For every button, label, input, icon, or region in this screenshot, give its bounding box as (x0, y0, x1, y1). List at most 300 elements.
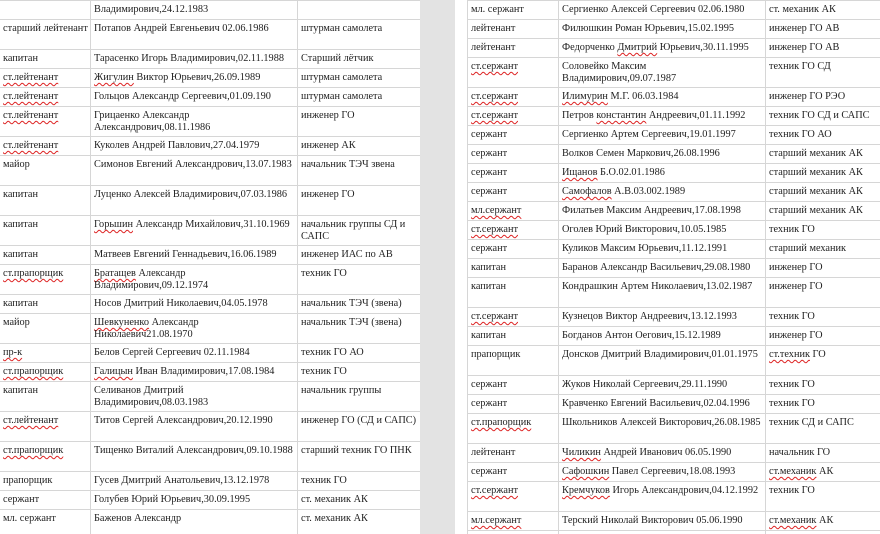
position-cell[interactable] (766, 482, 880, 512)
misspelled-word: ст.прапорщик (3, 366, 64, 377)
misspelled-word: ст.сержант (471, 61, 518, 72)
misspelled-word: ст.лейтенант (3, 110, 59, 121)
cell-text: майор (3, 159, 30, 170)
cell-text: инженер ГО (769, 281, 823, 292)
cell-text: инженер ГО (СД и САПС) (301, 415, 417, 426)
name-cell[interactable] (91, 216, 298, 246)
rank-cell[interactable] (468, 20, 559, 39)
rank-cell[interactable] (468, 259, 559, 278)
cell-text: Белов Сергей Сергеевич 02.11.1984 (94, 347, 250, 358)
cell-text: техник ГО АО (301, 347, 364, 358)
cell-text: инженер ГО (301, 189, 355, 200)
cell-text: старший механик АК (769, 205, 863, 216)
cell-text: Сергиенко Артем Сергеевич,19.01.1997 (562, 129, 736, 140)
rank-cell[interactable] (0, 412, 91, 442)
cell-text: сержант (471, 167, 508, 178)
table-row (468, 308, 880, 327)
name-cell[interactable] (91, 472, 298, 491)
name-cell[interactable] (559, 278, 766, 308)
table-row (0, 69, 420, 88)
position-cell[interactable] (298, 412, 421, 442)
misspelled-word: мл.сержант (471, 205, 522, 216)
name-cell[interactable] (559, 164, 766, 183)
rank-cell[interactable] (0, 295, 91, 314)
cell-text: штурман самолета (301, 23, 383, 34)
name-cell[interactable] (559, 240, 766, 259)
name-cell[interactable] (559, 376, 766, 395)
name-cell[interactable] (559, 145, 766, 164)
rank-cell[interactable] (0, 344, 91, 363)
cell-text: Жуков Николай Сергеевич,29.11.1990 (562, 379, 728, 390)
position-cell[interactable] (766, 278, 880, 308)
position-cell[interactable] (766, 183, 880, 202)
position-cell[interactable] (298, 50, 421, 69)
cell-text: инженер ГО АВ (769, 42, 840, 53)
table-row (0, 442, 420, 472)
rank-cell[interactable] (0, 314, 91, 344)
cell-text: капитан (3, 53, 39, 64)
cell-text: Голубев Юрий Юрьевич,30.09.1995 (94, 494, 251, 505)
name-cell[interactable] (91, 20, 298, 50)
name-cell[interactable] (559, 346, 766, 376)
rank-cell[interactable] (468, 1, 559, 20)
table-row (0, 246, 420, 265)
cell-text: Тарасенко Игорь Владимирович,02.11.1988 (94, 53, 284, 64)
name-cell[interactable] (91, 382, 298, 412)
misspelled-word: ст.лейтенант (3, 72, 59, 83)
position-cell[interactable] (766, 145, 880, 164)
position-cell[interactable] (298, 88, 421, 107)
rank-cell[interactable] (0, 265, 91, 295)
cell-text: сержант (471, 148, 508, 159)
cell-text: капитан (471, 281, 507, 292)
position-cell[interactable] (298, 216, 421, 246)
name-cell[interactable] (559, 308, 766, 327)
table-row (468, 183, 880, 202)
rank-cell[interactable] (468, 107, 559, 126)
cell-text: старший лейтенант (3, 23, 88, 34)
rank-cell[interactable] (0, 137, 91, 156)
position-cell[interactable] (766, 107, 880, 126)
name-cell[interactable] (91, 88, 298, 107)
cell-text: начальник ТЭЧ (звена) (301, 317, 402, 328)
position-cell[interactable] (766, 202, 880, 221)
cell-text: начальник ГО (769, 447, 831, 458)
position-cell[interactable] (766, 39, 880, 58)
cell-text: техник ГО (769, 485, 815, 496)
cell-text: Терский Николай Викторович 05.06.1990 (562, 515, 743, 526)
misspelled-word: Горьшин (94, 219, 133, 230)
misspelled-word: ст.прапорщик (3, 268, 64, 279)
rank-cell[interactable] (468, 444, 559, 463)
cell-text: Старший лётчик (301, 53, 374, 64)
name-cell[interactable] (559, 58, 766, 88)
table-row (468, 145, 880, 164)
cell-text: капитан (471, 330, 507, 341)
position-cell[interactable] (298, 382, 421, 412)
rank-cell[interactable] (0, 510, 91, 534)
cell-text: ГО (809, 349, 826, 360)
rank-cell[interactable] (0, 442, 91, 472)
table-row (468, 221, 880, 240)
table-row (468, 259, 880, 278)
cell-text: Александр Николаевич21.08.1970 (94, 317, 199, 340)
position-cell[interactable] (298, 344, 421, 363)
rank-cell[interactable] (468, 145, 559, 164)
cell-text: Виктор Юрьевич,26.09.1989 (133, 72, 261, 83)
misspelled-word: Самофалов (562, 186, 612, 197)
rank-cell[interactable] (0, 156, 91, 186)
table-row (0, 50, 420, 69)
cell-text: сержант (471, 186, 508, 197)
position-cell[interactable] (766, 531, 880, 534)
cell-text: Куколев Андрей Павлович,27.04.1979 (94, 140, 260, 151)
misspelled-word: Шевкуненко (94, 317, 150, 328)
misspelled-word: Сафошкин (562, 466, 610, 477)
position-cell[interactable] (298, 1, 421, 20)
table-row (0, 412, 420, 442)
name-cell[interactable] (91, 510, 298, 534)
name-cell[interactable] (559, 20, 766, 39)
cell-text: старший механик АК (769, 186, 863, 197)
misspelled-word: ст.сержант (471, 91, 518, 102)
name-cell[interactable] (559, 512, 766, 531)
cell-text: Матвеев Евгений Геннадьевич,16.06.1989 (94, 249, 277, 260)
cell-text: Филюшкин Роман Юрьевич,15.02.1995 (562, 23, 734, 34)
cell-text: техник СД и САПС (769, 417, 854, 428)
name-cell[interactable] (559, 39, 766, 58)
cell-text: Соловейко Максим Владимирович,09.07.1987 (562, 61, 677, 84)
misspelled-word: ст.прапорщик (471, 417, 532, 428)
cell-text: инженер АК (301, 140, 356, 151)
cell-text: начальник ТЭЧ звена (301, 159, 395, 170)
cell-text: сержант (471, 398, 508, 409)
misspelled-word: ст.лейтенант (3, 91, 59, 102)
rank-cell[interactable] (468, 327, 559, 346)
cell-text: сержант (471, 129, 508, 140)
cell-text: капитан (471, 262, 507, 273)
name-cell[interactable] (559, 259, 766, 278)
cell-text: А.В.03.002.1989 (611, 186, 686, 197)
cell-text: Андрей Иванович 06.05.1990 (600, 447, 732, 458)
cell-text: старший механик АК (769, 167, 863, 178)
cell-text: инженер ГО РЭО (769, 91, 846, 102)
document-page-right (455, 0, 880, 534)
cell-text: Петров (562, 110, 597, 121)
table-row (468, 202, 880, 221)
rank-cell[interactable] (0, 186, 91, 216)
name-cell[interactable] (559, 221, 766, 240)
cell-text: техник ГО АО (769, 129, 832, 140)
table-row (468, 164, 880, 183)
table-row (0, 156, 420, 186)
rank-cell[interactable] (468, 395, 559, 414)
cell-text: Луценко Алексей Владимирович,07.03.1986 (94, 189, 288, 200)
cell-text: Грицаенко Александр Александрович,08.11.1986 (94, 110, 211, 133)
table-row (0, 382, 420, 412)
table-row (0, 510, 420, 534)
table-row (468, 444, 880, 463)
position-cell[interactable] (766, 88, 880, 107)
rank-cell[interactable] (468, 88, 559, 107)
position-cell[interactable] (766, 327, 880, 346)
table-row (468, 107, 880, 126)
position-cell[interactable] (766, 376, 880, 395)
name-cell[interactable] (559, 463, 766, 482)
position-cell[interactable] (766, 463, 880, 482)
position-cell[interactable] (766, 221, 880, 240)
position-cell[interactable] (766, 164, 880, 183)
cell-text: капитан (3, 385, 39, 396)
cell-text: сержант (471, 466, 508, 477)
cell-text: инженер ГО (769, 262, 823, 273)
rank-cell[interactable] (468, 512, 559, 531)
position-cell[interactable] (298, 363, 421, 382)
misspelled-word: ст.техник (769, 349, 810, 360)
rank-cell[interactable] (0, 1, 91, 20)
position-cell[interactable] (298, 295, 421, 314)
name-cell[interactable] (559, 126, 766, 145)
position-cell[interactable] (298, 510, 421, 534)
name-cell[interactable] (559, 1, 766, 20)
cell-text: майор (3, 317, 30, 328)
position-cell[interactable] (766, 126, 880, 145)
rank-cell[interactable] (468, 346, 559, 376)
position-cell[interactable] (298, 107, 421, 137)
misspelled-word: Чиликин (562, 447, 601, 458)
misspelled-word: ст.лейтенант (3, 415, 59, 426)
cell-text: лейтенант (471, 42, 516, 53)
cell-text: Б.О.02.01.1986 (597, 167, 665, 178)
rank-cell[interactable] (468, 164, 559, 183)
position-cell[interactable] (298, 314, 421, 344)
cell-text: Титов Сергей Александрович,20.12.1990 (94, 415, 273, 426)
cell-text: Баранов Александр Васильевич,29.08.1980 (562, 262, 751, 273)
rank-cell[interactable] (468, 221, 559, 240)
rank-cell[interactable] (468, 531, 559, 534)
name-cell[interactable] (91, 442, 298, 472)
cell-text: Владимирович,24.12.1983 (94, 4, 209, 15)
table-row (0, 295, 420, 314)
table-row (468, 240, 880, 259)
name-cell[interactable] (559, 107, 766, 126)
misspelled-word: Кремчуков (562, 485, 610, 496)
rank-cell[interactable] (0, 472, 91, 491)
rank-cell[interactable] (0, 107, 91, 137)
position-cell[interactable] (766, 20, 880, 39)
rank-cell[interactable] (0, 69, 91, 88)
misspelled-word: ст.сержант (471, 311, 518, 322)
position-cell[interactable] (766, 58, 880, 88)
cell-text: Кузнецов Виктор Андреевич,13.12.1993 (562, 311, 737, 322)
name-cell[interactable] (91, 491, 298, 510)
cell-text: Селиванов Дмитрий Владимирович,08.03.1983 (94, 385, 209, 408)
cell-text: техник ГО (301, 268, 347, 279)
table-row (468, 463, 880, 482)
position-cell[interactable] (766, 346, 880, 376)
name-cell[interactable] (91, 107, 298, 137)
position-cell[interactable] (298, 491, 421, 510)
name-cell[interactable] (91, 265, 298, 295)
rank-cell[interactable] (0, 246, 91, 265)
cell-text: Александр Михайлович,31.10.1969 (133, 219, 290, 230)
cell-text: Кондрашкин Артем Николаевич,13.02.1987 (562, 281, 753, 292)
position-cell[interactable] (298, 69, 421, 88)
name-cell[interactable] (91, 186, 298, 216)
name-cell[interactable] (559, 395, 766, 414)
table-row (468, 20, 880, 39)
table-row (468, 278, 880, 308)
table-row (468, 88, 880, 107)
position-cell[interactable] (766, 414, 880, 444)
cell-text: Федорченко (562, 42, 618, 53)
table-row (468, 58, 880, 88)
rank-cell[interactable] (0, 216, 91, 246)
cell-text: Юрьевич,30.11.1995 (657, 42, 749, 53)
table-row (0, 314, 420, 344)
table-row (0, 216, 420, 246)
rank-cell[interactable] (468, 376, 559, 395)
rank-cell[interactable] (468, 183, 559, 202)
name-cell[interactable] (559, 444, 766, 463)
rank-cell[interactable] (468, 202, 559, 221)
cell-text: техник ГО (301, 475, 347, 486)
misspelled-word: ст.сержант (471, 110, 518, 121)
cell-text: Гольцов Александр Сергеевич,01.09.190 (94, 91, 271, 102)
position-cell[interactable] (766, 512, 880, 531)
rank-cell[interactable] (0, 382, 91, 412)
table-row (468, 482, 880, 512)
table-row (468, 126, 880, 145)
cell-text: АК (816, 515, 834, 526)
table-row (468, 395, 880, 414)
rank-cell[interactable] (0, 20, 91, 50)
rank-cell[interactable] (468, 39, 559, 58)
table-row (468, 327, 880, 346)
table-row (0, 344, 420, 363)
rank-cell[interactable] (468, 482, 559, 512)
cell-text: лейтенант (471, 447, 516, 458)
misspelled-word: Галицын (94, 366, 133, 377)
cell-text: Куликов Максим Юрьевич,11.12.1991 (562, 243, 728, 254)
cell-text: Кравченко Евгений Васильевич,02.04.1996 (562, 398, 750, 409)
rank-cell[interactable] (468, 126, 559, 145)
rank-cell[interactable] (0, 491, 91, 510)
position-cell[interactable] (766, 395, 880, 414)
misspelled-word: пр-к (3, 347, 23, 358)
cell-text: техник ГО (769, 379, 815, 390)
rank-cell[interactable] (468, 308, 559, 327)
cell-text: Оголев Юрий Викторович,10.05.1985 (562, 224, 727, 235)
name-cell[interactable] (91, 137, 298, 156)
name-cell[interactable] (559, 183, 766, 202)
table-row (0, 1, 420, 20)
name-cell[interactable] (559, 88, 766, 107)
cell-text: начальник ТЭЧ (звена) (301, 298, 402, 309)
cell-text: инженер ИАС по АВ (301, 249, 393, 260)
rank-cell[interactable] (468, 240, 559, 259)
position-cell[interactable] (298, 442, 421, 472)
cell-text: старший механик (769, 243, 846, 254)
name-cell[interactable] (91, 156, 298, 186)
name-cell[interactable] (91, 1, 298, 20)
cell-text: техник ГО СД (769, 61, 831, 72)
name-cell[interactable] (91, 314, 298, 344)
position-cell[interactable] (298, 186, 421, 216)
cell-text: сержант (3, 494, 40, 505)
cell-text: Тищенко Виталий Александрович,09.10.1988 (94, 445, 293, 456)
position-cell[interactable] (298, 265, 421, 295)
name-cell[interactable] (91, 50, 298, 69)
name-cell[interactable] (91, 344, 298, 363)
cell-text: капитан (3, 189, 39, 200)
rank-cell[interactable] (0, 50, 91, 69)
name-cell[interactable] (559, 482, 766, 512)
rank-cell[interactable] (0, 88, 91, 107)
position-cell[interactable] (298, 20, 421, 50)
position-cell[interactable] (766, 240, 880, 259)
table-row (468, 531, 880, 534)
misspelled-word: константин (596, 110, 647, 121)
name-cell[interactable] (559, 531, 766, 534)
position-cell[interactable] (298, 156, 421, 186)
position-cell[interactable] (298, 472, 421, 491)
cell-text: капитан (3, 249, 39, 260)
misspelled-word: ст.механик (769, 466, 817, 477)
cell-text: старший техник ГО ПНК (301, 445, 412, 456)
rank-cell[interactable] (468, 414, 559, 444)
cell-text: старший механик АК (769, 148, 863, 159)
rank-cell[interactable] (468, 463, 559, 482)
position-cell[interactable] (298, 246, 421, 265)
position-cell[interactable] (766, 259, 880, 278)
name-cell[interactable] (559, 414, 766, 444)
cell-text: ст. механик АК (301, 494, 368, 505)
name-cell[interactable] (559, 202, 766, 221)
cell-text: инженер ГО (769, 330, 823, 341)
position-cell[interactable] (766, 308, 880, 327)
personnel-table-right (467, 0, 880, 534)
misspelled-word: ст.лейтенант (3, 140, 59, 151)
name-cell[interactable] (91, 295, 298, 314)
table-row (468, 1, 880, 20)
cell-text: ст. механик АК (301, 513, 368, 524)
cell-text: Филатьев Максим Андреевич,17.08.1998 (562, 205, 741, 216)
cell-text: ст. механик АК (769, 4, 836, 15)
name-cell[interactable] (91, 412, 298, 442)
rank-cell[interactable] (468, 278, 559, 308)
cell-text: Школьников Алексей Викторович,26.08.1985 (562, 417, 761, 428)
rank-cell[interactable] (468, 58, 559, 88)
position-cell[interactable] (766, 1, 880, 20)
cell-text: Носов Дмитрий Николаевич,04.05.1978 (94, 298, 268, 309)
cell-text: М.Г. 06.03.1984 (607, 91, 679, 102)
position-cell[interactable] (298, 137, 421, 156)
name-cell[interactable] (91, 69, 298, 88)
table-row (468, 39, 880, 58)
cell-text: техник ГО (769, 224, 815, 235)
cell-text: Богданов Антон Оегович,15.12.1989 (562, 330, 721, 341)
cell-text: инженер ГО (301, 110, 355, 121)
position-cell[interactable] (766, 444, 880, 463)
table-row (0, 186, 420, 216)
cell-text: Гусев Дмитрий Анатольевич,13.12.1978 (94, 475, 270, 486)
cell-text: штурман самолета (301, 72, 383, 83)
name-cell[interactable] (559, 327, 766, 346)
name-cell[interactable] (91, 363, 298, 382)
name-cell[interactable] (91, 246, 298, 265)
rank-cell[interactable] (0, 363, 91, 382)
